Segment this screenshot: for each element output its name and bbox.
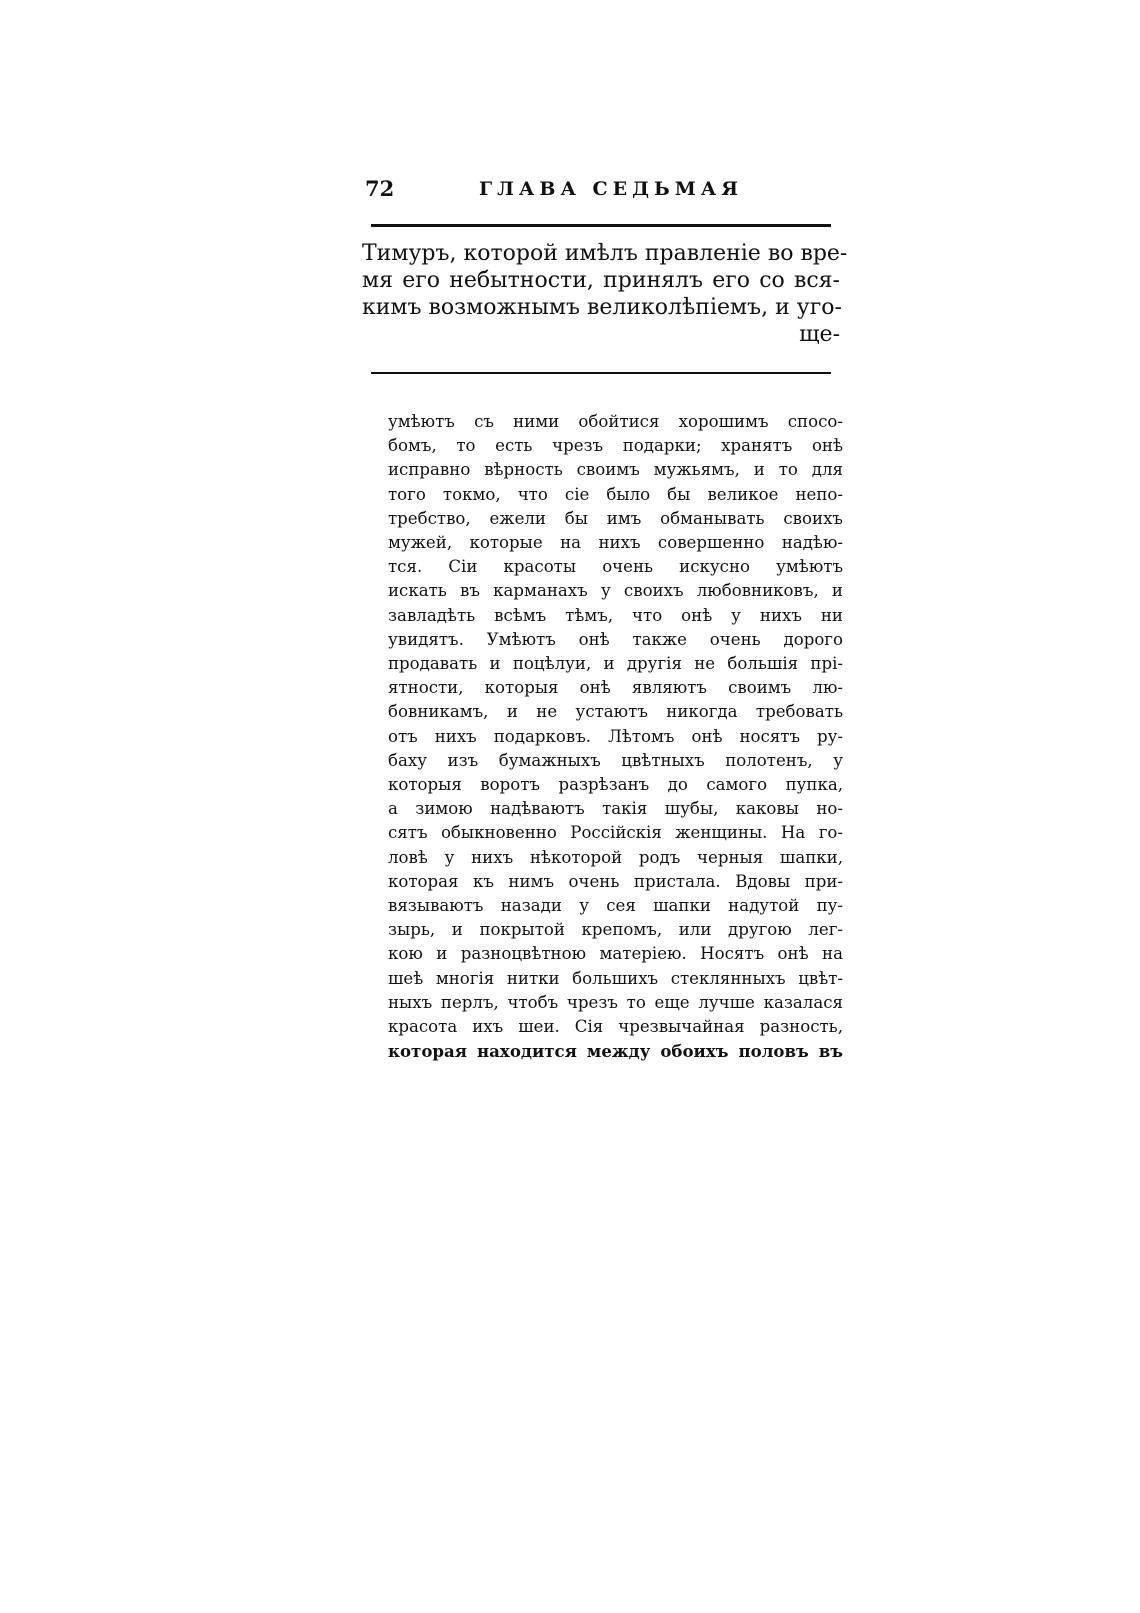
body-text-line: шеѣ многія нитки большихъ стеклянныхъ цвѣт-: [388, 968, 843, 988]
body-text-line: которая находится между обоихъ половъ въ: [388, 1041, 843, 1062]
body-text-line: бомъ, то есть чрезъ подарки; хранятъ онѣ: [388, 436, 843, 456]
header-rule: [371, 224, 831, 227]
body-text-line: мужей, которые на нихъ совершенно надѣю-: [388, 533, 843, 553]
section-divider-rule: [371, 372, 831, 374]
body-text-line: кою и разноцвѣтною матеріею. Носятъ онѣ на: [388, 944, 843, 964]
page-header: [365, 176, 830, 206]
body-text-line: отъ нихъ подарковъ. Лѣтомъ онѣ носятъ ру-: [388, 726, 843, 746]
body-text-line: ятности, которыя онѣ являютъ своимъ лю-: [388, 678, 843, 698]
body-text-line: продавать и поцѣлуи, и другія не большія прі-: [388, 654, 843, 674]
body-text-line: завладѣть всѣмъ тѣмъ, что онѣ у нихъ ни: [388, 605, 843, 625]
catchword: ще-: [799, 322, 840, 347]
body-text-line: которыя воротъ разрѣзанъ до самого пупка,: [388, 775, 843, 795]
body-text-line: увидятъ. Умѣютъ онѣ также очень дорого: [388, 629, 843, 649]
body-text-line: бовникамъ, и не устаютъ никогда требовать: [388, 702, 843, 722]
body-text-line: а зимою надѣваютъ такія шубы, каковы но-: [388, 799, 843, 819]
page-number: 72: [365, 176, 395, 201]
body-text-line: ловѣ у нихъ нѣкоторой родъ черныя шапки,: [388, 847, 843, 867]
running-title: ГЛАВА СЕДЬМАЯ: [479, 178, 743, 200]
body-text-line: того токмо, что сіе было бы великое непо-: [388, 484, 843, 504]
top-paragraph: [362, 240, 848, 348]
body-text-line: ныхъ перлъ, чтобъ чрезъ то еще лучше казалася: [388, 992, 843, 1012]
body-text-line: вязываютъ назади у сея шапки надутой пу-: [388, 896, 843, 916]
body-text-line: красота ихъ шеи. Сія чрезвычайная разность,: [388, 1017, 843, 1037]
top-text-line: Тимуръ, которой имѣлъ правленіе во вре-: [362, 241, 848, 266]
top-text-line: мя его небытности, принялъ его со вся-: [362, 268, 840, 293]
body-text-line: сятъ обыкновенно Россійскія женщины. На го-: [388, 823, 843, 843]
body-paragraph: [388, 410, 843, 1063]
body-text-line: баху изъ бумажныхъ цвѣтныхъ полотенъ, у: [388, 750, 843, 770]
body-text-line: умѣютъ съ ними обойтися хорошимъ спосо-: [388, 412, 843, 431]
body-text-line: требство, ежели бы имъ обманывать своихъ: [388, 508, 843, 528]
body-text-line: зырь, и покрытой крепомъ, или другою лег-: [388, 920, 843, 940]
body-text-line: которая къ нимъ очень пристала. Вдовы при-: [388, 871, 843, 891]
body-text-line: искать въ карманахъ у своихъ любовниковъ, и: [388, 581, 843, 601]
body-text-line: тся. Сіи красоты очень искусно умѣютъ: [388, 557, 843, 577]
body-text-line: исправно вѣрность своимъ мужьямъ, и то для: [388, 460, 843, 480]
top-text-line: кимъ возможнымъ великолѣпіемъ, и уго-: [362, 295, 842, 320]
